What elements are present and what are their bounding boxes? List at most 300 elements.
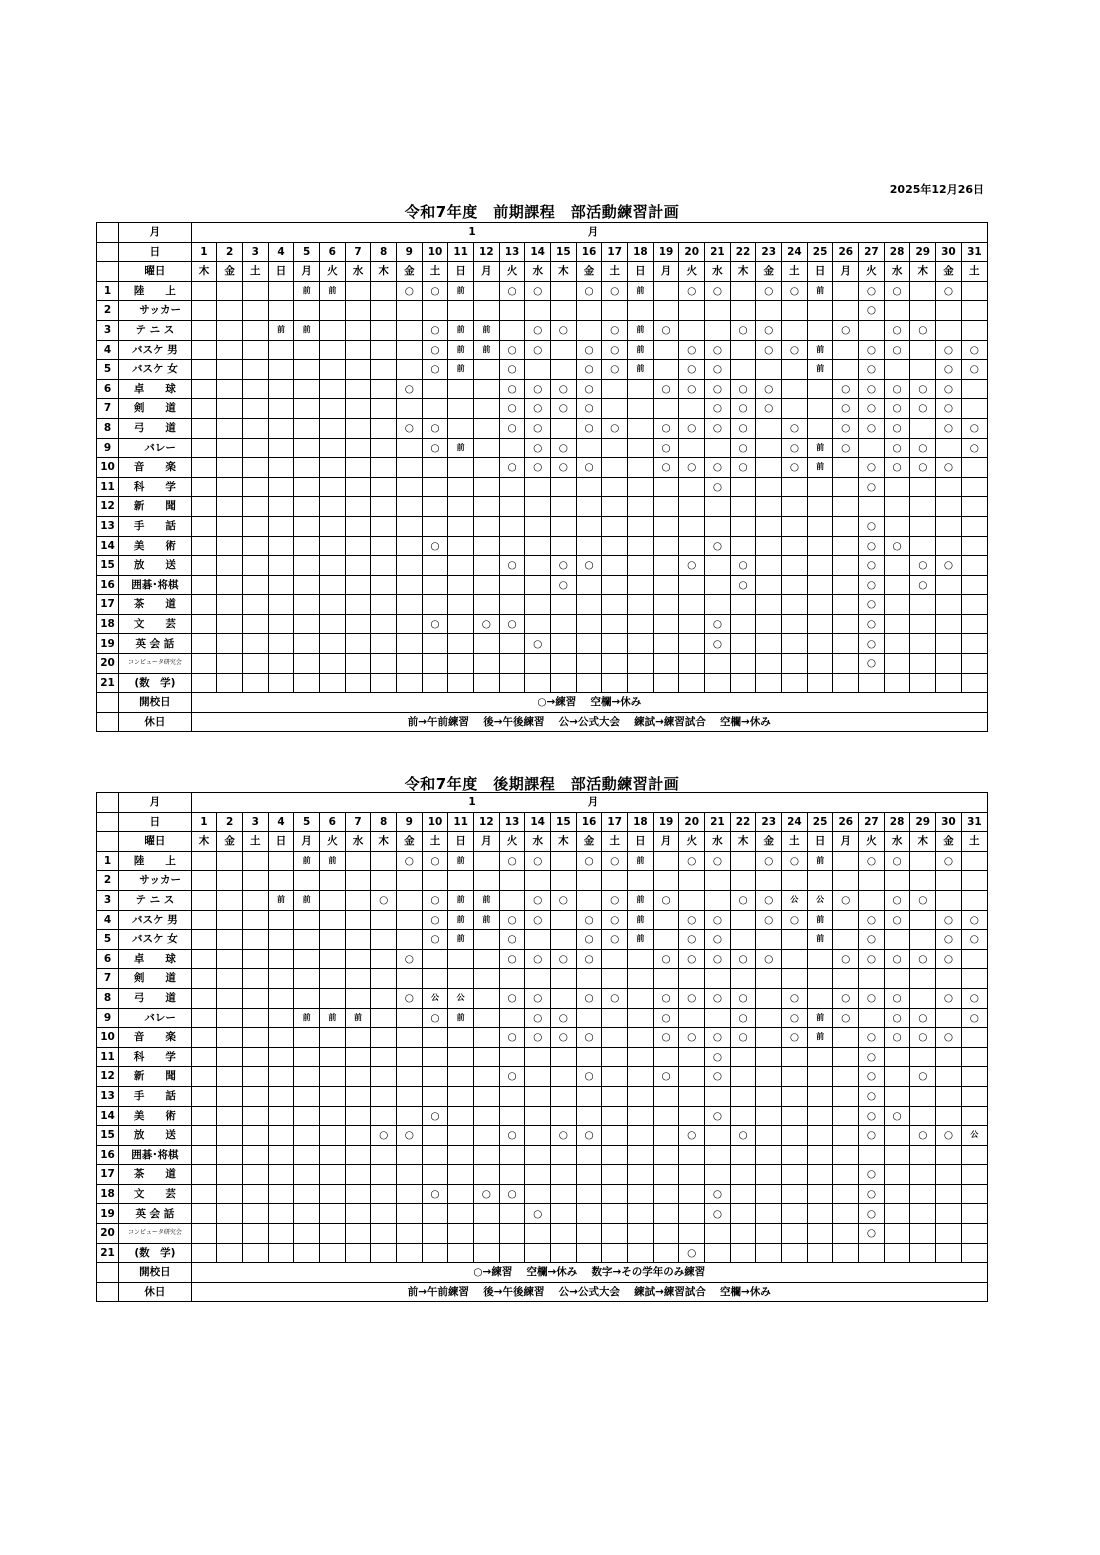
- schedule-cell: [602, 1047, 628, 1067]
- schedule-cell: [217, 1067, 243, 1087]
- schedule-cell: [268, 458, 294, 478]
- schedule-cell: [397, 575, 423, 595]
- schedule-cell: [345, 575, 371, 595]
- schedule-cell: [910, 1086, 936, 1106]
- schedule-cell: [653, 1204, 679, 1224]
- schedule-cell: ○: [602, 418, 628, 438]
- schedule-cell: [371, 988, 397, 1008]
- schedule-cell: [859, 871, 885, 891]
- schedule-cell: 前: [628, 890, 654, 910]
- schedule-cell: ○: [884, 399, 910, 419]
- weekday-cell: 火: [859, 262, 885, 282]
- schedule-cell: [319, 890, 345, 910]
- schedule-cell: [371, 634, 397, 654]
- weekday-cell: 日: [268, 262, 294, 282]
- schedule-cell: [936, 1224, 962, 1244]
- schedule-cell: 前: [807, 1028, 833, 1048]
- schedule-cell: ○: [833, 320, 859, 340]
- weekday-cell: 土: [782, 262, 808, 282]
- schedule-cell: [576, 516, 602, 536]
- schedule-cell: [782, 1067, 808, 1087]
- schedule-cell: [191, 1126, 217, 1146]
- blank-cell: [97, 1282, 119, 1302]
- club-name: 剣 道: [119, 399, 191, 419]
- schedule-cell: [782, 320, 808, 340]
- schedule-cell: [499, 1204, 525, 1224]
- schedule-cell: [448, 399, 474, 419]
- schedule-cell: [268, 1028, 294, 1048]
- schedule-cell: [730, 1243, 756, 1263]
- schedule-cell: [910, 536, 936, 556]
- schedule-cell: [242, 1184, 268, 1204]
- schedule-cell: [294, 1184, 320, 1204]
- schedule-cell: [191, 1047, 217, 1067]
- club-name: 茶 道: [119, 595, 191, 615]
- schedule-cell: ○: [961, 340, 987, 360]
- schedule-cell: ○: [602, 851, 628, 871]
- schedule-cell: [242, 477, 268, 497]
- schedule-cell: ○: [525, 1204, 551, 1224]
- schedule-cell: [242, 1204, 268, 1224]
- club-number: 14: [97, 536, 119, 556]
- weekday-cell: 水: [884, 832, 910, 852]
- schedule-cell: ○: [884, 320, 910, 340]
- schedule-cell: [448, 379, 474, 399]
- schedule-cell: [268, 1204, 294, 1224]
- schedule-cell: ○: [730, 438, 756, 458]
- schedule-cell: [371, 516, 397, 536]
- club-row: [97, 890, 988, 910]
- schedule-cell: [371, 851, 397, 871]
- schedule-cell: [191, 949, 217, 969]
- schedule-cell: [397, 458, 423, 478]
- schedule-cell: 前: [448, 320, 474, 340]
- schedule-cell: ○: [936, 281, 962, 301]
- schedule-cell: ○: [859, 614, 885, 634]
- schedule-cell: [345, 399, 371, 419]
- schedule-cell: ○: [576, 418, 602, 438]
- schedule-cell: 前: [448, 930, 474, 950]
- schedule-cell: [961, 654, 987, 674]
- schedule-cell: [730, 1224, 756, 1244]
- schedule-cell: [268, 988, 294, 1008]
- club-row: [97, 1204, 988, 1224]
- club-number: 21: [97, 1243, 119, 1263]
- schedule-cell: [371, 281, 397, 301]
- schedule-cell: [319, 379, 345, 399]
- schedule-cell: [294, 1028, 320, 1048]
- schedule-cell: [628, 1243, 654, 1263]
- schedule-cell: [833, 536, 859, 556]
- club-row: [97, 301, 988, 321]
- schedule-cell: [319, 634, 345, 654]
- schedule-cell: [551, 360, 577, 380]
- club-number: 17: [97, 595, 119, 615]
- schedule-cell: [730, 595, 756, 615]
- holiday-note: 前→午前練習 後→午後練習 公→公式大会 練試→練習試合 空欄→休み: [191, 1282, 987, 1302]
- schedule-cell: [294, 1047, 320, 1067]
- schedule-cell: [294, 949, 320, 969]
- schedule-cell: [371, 595, 397, 615]
- schedule-cell: [653, 595, 679, 615]
- club-name: バスケ 男: [119, 910, 191, 930]
- schedule-cell: [551, 418, 577, 438]
- schedule-cell: 前: [294, 320, 320, 340]
- schedule-cell: [345, 949, 371, 969]
- schedule-cell: [936, 1165, 962, 1185]
- schedule-cell: [782, 575, 808, 595]
- schedule-cell: ○: [910, 1067, 936, 1087]
- day-label: 日: [119, 242, 191, 262]
- schedule-cell: [628, 988, 654, 1008]
- schedule-cell: [756, 595, 782, 615]
- schedule-cell: [910, 1243, 936, 1263]
- schedule-cell: [936, 1243, 962, 1263]
- schedule-cell: [345, 477, 371, 497]
- schedule-cell: [319, 930, 345, 950]
- weekday-cell: 月: [833, 262, 859, 282]
- schedule-cell: [782, 1204, 808, 1224]
- schedule-cell: [961, 595, 987, 615]
- schedule-cell: [319, 1184, 345, 1204]
- schedule-cell: ○: [576, 281, 602, 301]
- schedule-cell: [217, 949, 243, 969]
- schedule-cell: [782, 399, 808, 419]
- schedule-cell: [961, 1145, 987, 1165]
- schedule-cell: [551, 1106, 577, 1126]
- schedule-cell: [242, 1243, 268, 1263]
- schedule-cell: [499, 1224, 525, 1244]
- schedule-cell: [397, 516, 423, 536]
- schedule-cell: ○: [422, 1106, 448, 1126]
- schedule-cell: [782, 516, 808, 536]
- schedule-cell: [268, 281, 294, 301]
- schedule-cell: ○: [833, 890, 859, 910]
- schedule-cell: ○: [499, 556, 525, 576]
- schedule-cell: 前: [345, 1008, 371, 1028]
- schedule-cell: [576, 634, 602, 654]
- schedule-cell: [217, 281, 243, 301]
- schedule-cell: [217, 477, 243, 497]
- schedule-cell: [705, 673, 731, 693]
- schedule-cell: [833, 654, 859, 674]
- club-name: 科 学: [119, 477, 191, 497]
- schedule-cell: [653, 1165, 679, 1185]
- schedule-cell: [217, 1243, 243, 1263]
- schedule-cell: [756, 438, 782, 458]
- schedule-cell: [371, 379, 397, 399]
- schedule-cell: [910, 988, 936, 1008]
- schedule-cell: [268, 930, 294, 950]
- schedule-cell: [371, 910, 397, 930]
- schedule-cell: [705, 1126, 731, 1146]
- club-number: 8: [97, 988, 119, 1008]
- schedule-cell: [294, 379, 320, 399]
- schedule-cell: [217, 654, 243, 674]
- schedule-cell: [422, 497, 448, 517]
- schedule-cell: [782, 301, 808, 321]
- schedule-cell: [807, 949, 833, 969]
- schedule-cell: [474, 399, 500, 419]
- schedule-cell: [448, 516, 474, 536]
- club-number: 15: [97, 1126, 119, 1146]
- schedule-cell: [371, 654, 397, 674]
- schedule-cell: [679, 1165, 705, 1185]
- schedule-cell: ○: [884, 536, 910, 556]
- schedule-cell: [319, 1028, 345, 1048]
- schedule-cell: [628, 1106, 654, 1126]
- schedule-cell: [551, 1243, 577, 1263]
- schedule-cell: [319, 949, 345, 969]
- weekday-cell: 土: [961, 262, 987, 282]
- schedule-cell: [679, 575, 705, 595]
- schedule-cell: [371, 320, 397, 340]
- club-row: [97, 516, 988, 536]
- day-number: 17: [602, 812, 628, 832]
- schedule-cell: ○: [679, 1243, 705, 1263]
- schedule-cell: [319, 1067, 345, 1087]
- schedule-cell: [884, 516, 910, 536]
- schedule-cell: [217, 497, 243, 517]
- schedule-cell: [345, 890, 371, 910]
- schedule-cell: ○: [884, 1028, 910, 1048]
- schedule-cell: [397, 1243, 423, 1263]
- schedule-cell: ○: [859, 360, 885, 380]
- schedule-cell: [602, 634, 628, 654]
- schedule-cell: [397, 1165, 423, 1185]
- schedule-cell: [422, 575, 448, 595]
- schedule-cell: [371, 556, 397, 576]
- schedule-cell: [961, 1028, 987, 1048]
- schedule-cell: [217, 575, 243, 595]
- schedule-cell: [807, 1243, 833, 1263]
- schedule-cell: [756, 1106, 782, 1126]
- schedule-cell: [294, 988, 320, 1008]
- schedule-cell: [217, 969, 243, 989]
- schedule-cell: [833, 477, 859, 497]
- schedule-cell: ○: [936, 1028, 962, 1048]
- schedule-cell: [628, 614, 654, 634]
- schedule-cell: [807, 320, 833, 340]
- schedule-cell: [961, 301, 987, 321]
- schedule-cell: ○: [730, 320, 756, 340]
- schedule-cell: [576, 497, 602, 517]
- open-day-note: ○→練習 空欄→休み 数字→その学年のみ練習: [191, 1263, 987, 1283]
- club-row: [97, 910, 988, 930]
- schedule-cell: ○: [910, 1126, 936, 1146]
- schedule-cell: ○: [756, 281, 782, 301]
- schedule-cell: [910, 340, 936, 360]
- schedule-cell: [294, 614, 320, 634]
- schedule-cell: ○: [525, 1028, 551, 1048]
- schedule-cell: [217, 301, 243, 321]
- schedule-cell: [217, 851, 243, 871]
- schedule-cell: [807, 399, 833, 419]
- schedule-cell: [679, 1067, 705, 1087]
- weekday-cell: 金: [397, 832, 423, 852]
- schedule-cell: [371, 1184, 397, 1204]
- schedule-cell: [242, 320, 268, 340]
- schedule-cell: [319, 969, 345, 989]
- club-row: [97, 1067, 988, 1087]
- schedule-cell: ○: [859, 654, 885, 674]
- schedule-cell: ○: [525, 379, 551, 399]
- weekday-cell: 土: [782, 832, 808, 852]
- schedule-cell: [499, 477, 525, 497]
- schedule-cell: [910, 1204, 936, 1224]
- weekday-cell: 土: [422, 262, 448, 282]
- schedule-cell: ○: [936, 418, 962, 438]
- schedule-cell: [448, 969, 474, 989]
- schedule-cell: ○: [525, 458, 551, 478]
- club-name: 美 術: [119, 1106, 191, 1126]
- schedule-cell: [294, 673, 320, 693]
- blank-cell: [97, 1263, 119, 1283]
- schedule-cell: [294, 1204, 320, 1224]
- schedule-cell: [499, 871, 525, 891]
- schedule-cell: [242, 458, 268, 478]
- schedule-cell: [807, 988, 833, 1008]
- club-number: 16: [97, 1145, 119, 1165]
- schedule-cell: [705, 871, 731, 891]
- schedule-cell: [705, 497, 731, 517]
- schedule-cell: [242, 1165, 268, 1185]
- schedule-cell: [448, 1145, 474, 1165]
- schedule-cell: [730, 477, 756, 497]
- schedule-cell: [422, 1126, 448, 1146]
- schedule-cell: 前: [448, 340, 474, 360]
- schedule-cell: [910, 1165, 936, 1185]
- schedule-cell: [474, 1145, 500, 1165]
- schedule-cell: [422, 1145, 448, 1165]
- blank-cell: [97, 832, 119, 852]
- schedule-cell: [961, 477, 987, 497]
- open-day-label: 開校日: [119, 1263, 191, 1283]
- day-number: 27: [859, 812, 885, 832]
- schedule-cell: [576, 1243, 602, 1263]
- schedule-cell: [833, 556, 859, 576]
- day-number: 10: [422, 812, 448, 832]
- schedule-cell: [294, 871, 320, 891]
- schedule-cell: [910, 851, 936, 871]
- schedule-cell: 前: [319, 1008, 345, 1028]
- holiday-note: 前→午前練習 後→午後練習 公→公式大会 練試→練習試合 空欄→休み: [191, 712, 987, 732]
- schedule-cell: 前: [807, 438, 833, 458]
- schedule-cell: [730, 340, 756, 360]
- schedule-cell: ○: [576, 851, 602, 871]
- schedule-cell: [833, 1184, 859, 1204]
- schedule-cell: [294, 516, 320, 536]
- schedule-cell: [371, 1224, 397, 1244]
- day-number: 9: [397, 242, 423, 262]
- schedule-cell: ○: [499, 1184, 525, 1204]
- schedule-cell: ○: [910, 949, 936, 969]
- schedule-cell: [653, 399, 679, 419]
- schedule-cell: [628, 654, 654, 674]
- schedule-cell: [884, 673, 910, 693]
- weekday-cell: 月: [294, 262, 320, 282]
- schedule-cell: ○: [422, 614, 448, 634]
- weekday-cell: 火: [319, 262, 345, 282]
- schedule-cell: [936, 301, 962, 321]
- schedule-cell: [602, 595, 628, 615]
- schedule-cell: ○: [910, 399, 936, 419]
- schedule-cell: [474, 930, 500, 950]
- schedule-cell: [602, 614, 628, 634]
- schedule-cell: [345, 1086, 371, 1106]
- schedule-cell: [191, 673, 217, 693]
- schedule-cell: [345, 360, 371, 380]
- schedule-cell: [268, 1106, 294, 1126]
- schedule-cell: [628, 595, 654, 615]
- schedule-cell: [807, 969, 833, 989]
- schedule-cell: [756, 614, 782, 634]
- schedule-cell: ○: [499, 930, 525, 950]
- schedule-cell: [242, 871, 268, 891]
- schedule-cell: [294, 418, 320, 438]
- club-name: テ ニ ス: [119, 320, 191, 340]
- day-number: 11: [448, 812, 474, 832]
- schedule-cell: [319, 399, 345, 419]
- schedule-cell: [807, 1165, 833, 1185]
- schedule-cell: [551, 969, 577, 989]
- schedule-cell: [268, 1224, 294, 1244]
- schedule-cell: [345, 654, 371, 674]
- weekday-label: 曜日: [119, 262, 191, 282]
- schedule-cell: [371, 1008, 397, 1028]
- schedule-cell: ○: [756, 320, 782, 340]
- schedule-cell: [936, 575, 962, 595]
- schedule-cell: [448, 634, 474, 654]
- schedule-cell: [679, 890, 705, 910]
- schedule-cell: [961, 320, 987, 340]
- day-number: 20: [679, 242, 705, 262]
- club-name: 手 話: [119, 1086, 191, 1106]
- schedule-cell: [217, 1165, 243, 1185]
- schedule-cell: [807, 1126, 833, 1146]
- schedule-cell: [294, 910, 320, 930]
- schedule-cell: ○: [525, 399, 551, 419]
- schedule-cell: [910, 477, 936, 497]
- schedule-cell: [242, 654, 268, 674]
- schedule-cell: ○: [833, 418, 859, 438]
- schedule-cell: ○: [936, 930, 962, 950]
- club-number: 5: [97, 930, 119, 950]
- schedule-cell: ○: [859, 458, 885, 478]
- schedule-cell: [217, 1008, 243, 1028]
- schedule-cell: [319, 871, 345, 891]
- club-name: 放 送: [119, 556, 191, 576]
- schedule-cell: [422, 1086, 448, 1106]
- schedule-cell: 前: [628, 320, 654, 340]
- club-row: [97, 458, 988, 478]
- schedule-cell: [961, 1106, 987, 1126]
- schedule-cell: [602, 1067, 628, 1087]
- schedule-cell: [602, 458, 628, 478]
- club-row: [97, 360, 988, 380]
- schedule-cell: [397, 320, 423, 340]
- schedule-cell: [371, 1106, 397, 1126]
- schedule-cell: [653, 930, 679, 950]
- schedule-cell: [730, 673, 756, 693]
- month-label: 月: [119, 793, 191, 813]
- schedule-cell: [319, 438, 345, 458]
- schedule-cell: [833, 634, 859, 654]
- schedule-cell: ○: [679, 556, 705, 576]
- schedule-cell: [268, 949, 294, 969]
- schedule-cell: [628, 575, 654, 595]
- schedule-cell: [884, 614, 910, 634]
